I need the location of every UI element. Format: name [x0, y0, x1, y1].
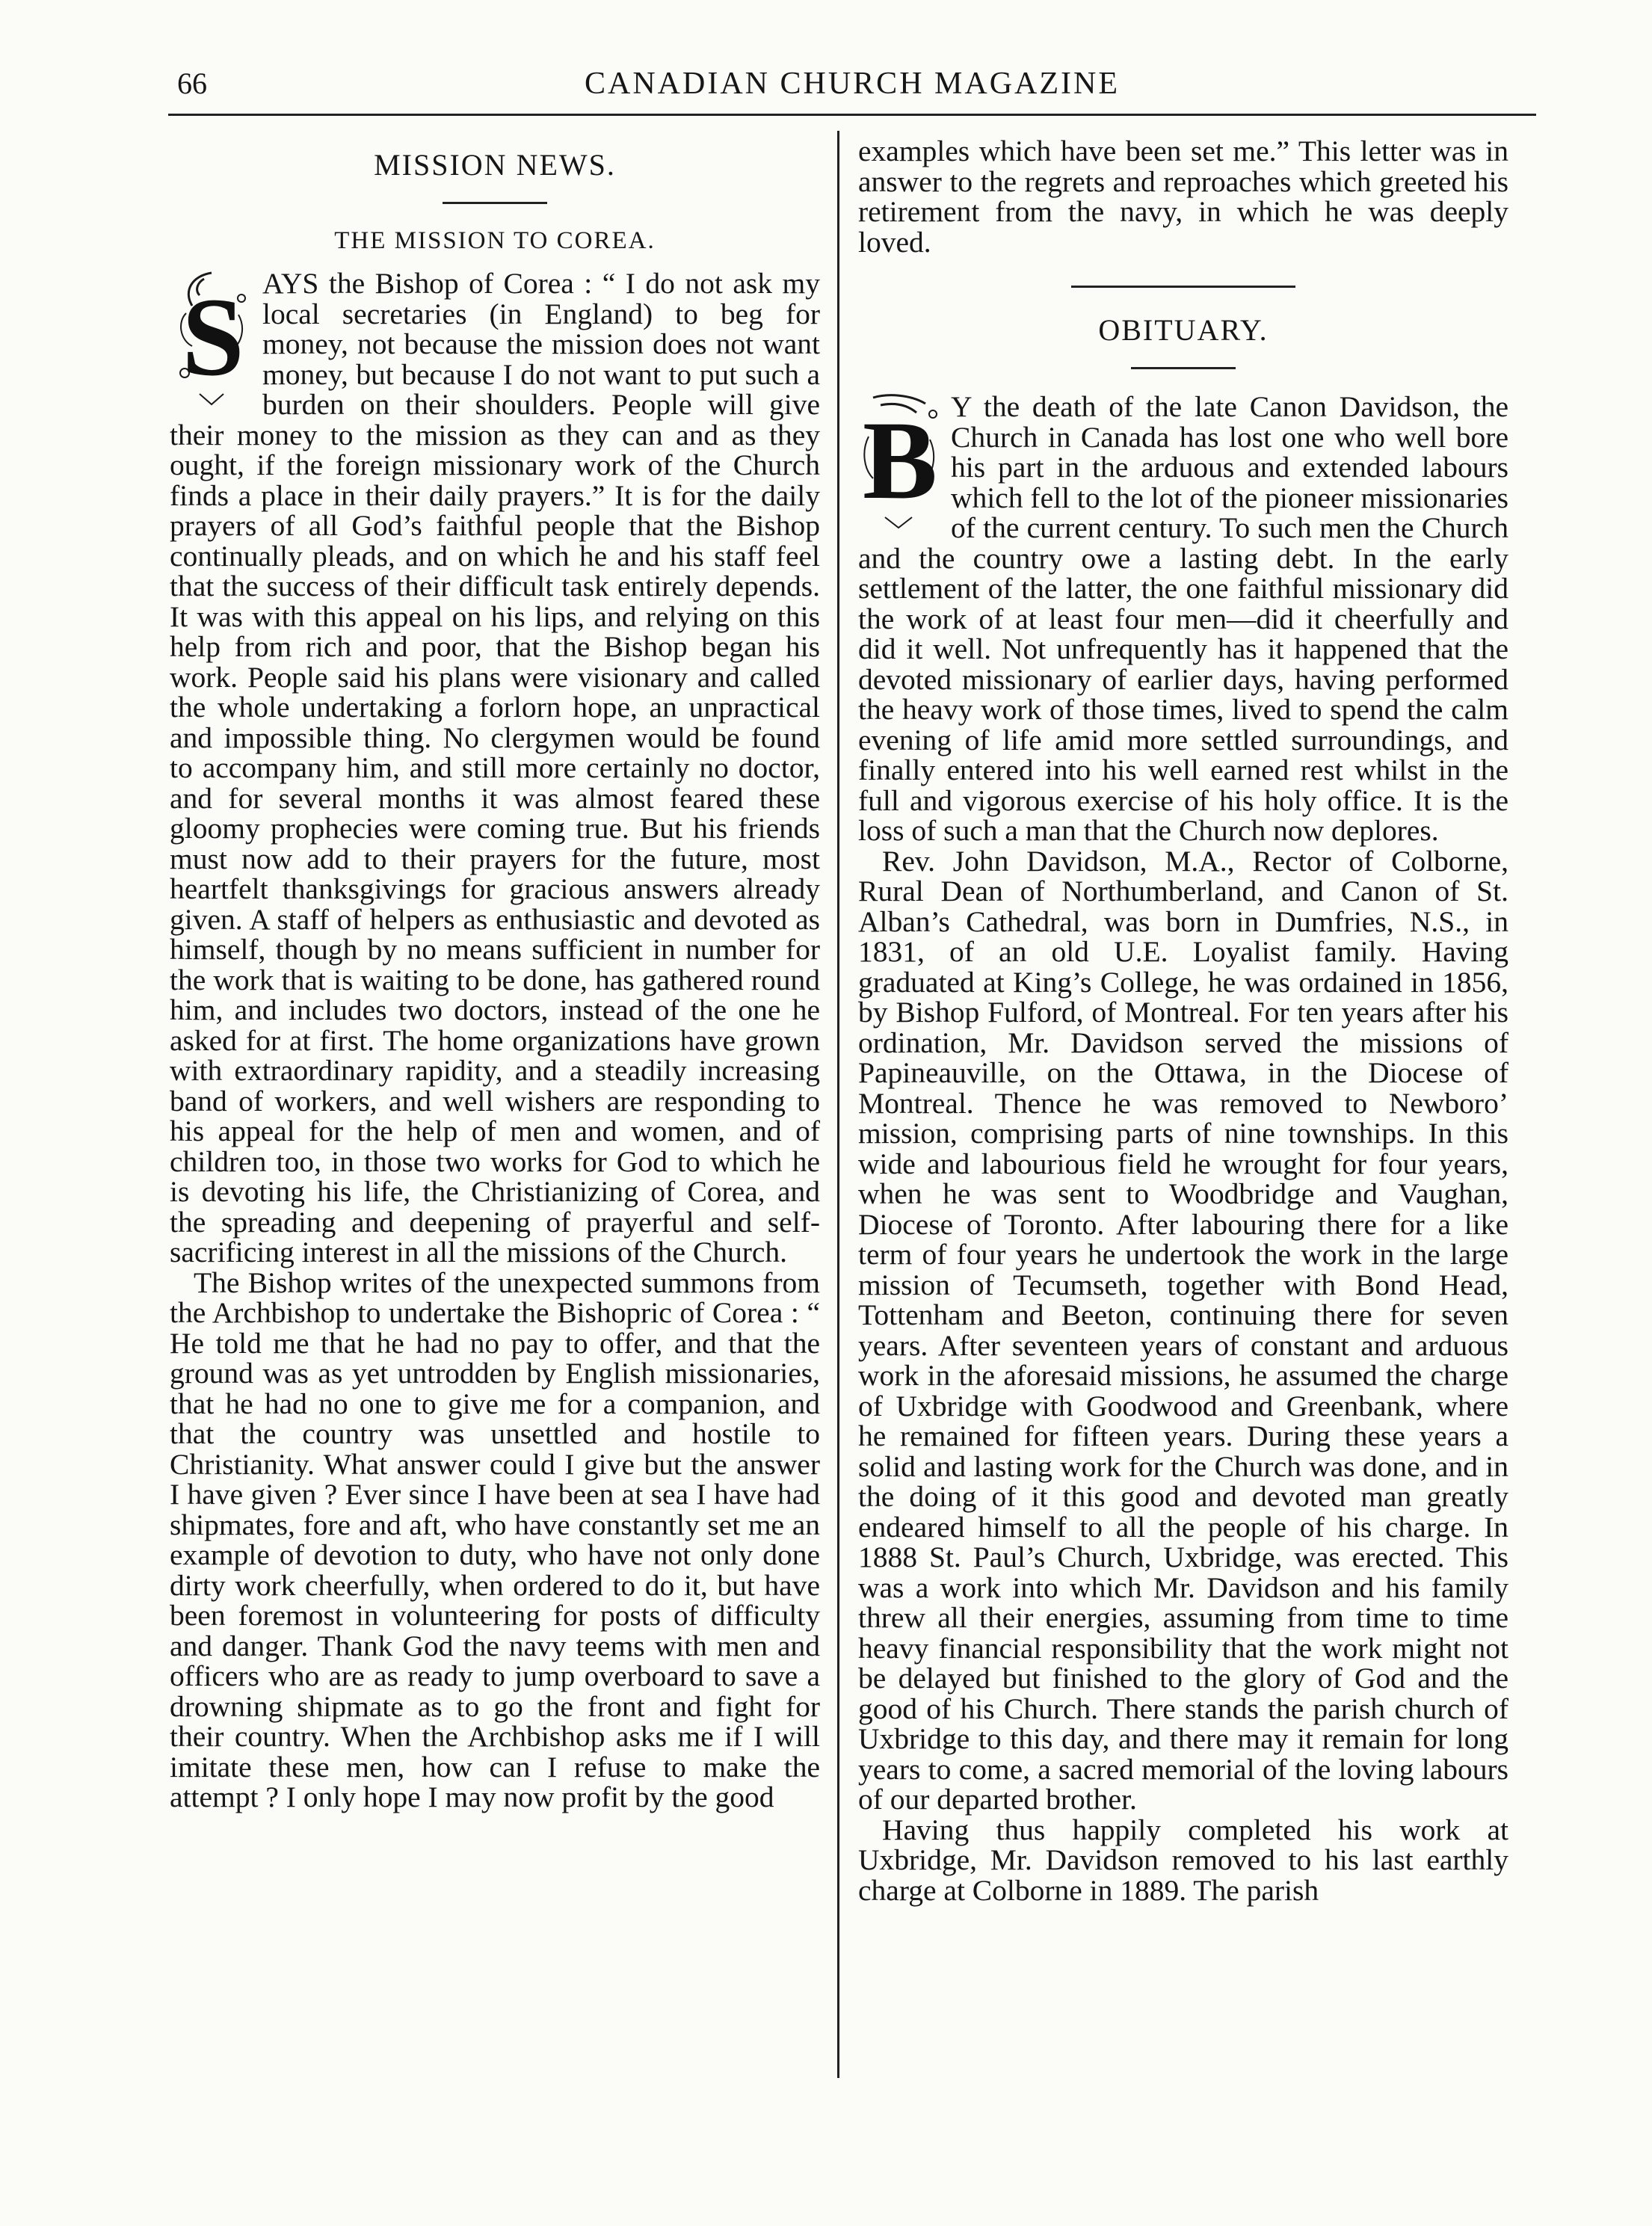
obituary-paragraph-3: Having thus happily completed his work at Uxbridge, Mr. Davidson removed to his last earthly charge at Colborne in 1889. The parish	[858, 1813, 1508, 1907]
section-rule	[1131, 367, 1236, 369]
section-rule	[443, 202, 547, 204]
mission-paragraph-2: The Bishop writes of the unexpected summons from the Archbishop to undertake the Bishopric of Corea : “ He told me that he had no pay to offer, and that the ground was as yet untrodden by English missionaries, that he had no one to give me for a companion, and that the country was unsettled and hostile to Christianity. What answer could I give but the answer I have given ? Ever since I have been at sea I have had shipmates, fore and aft, who have constantly set me an example of devotion to duty, who have not only done dirty work cheerfully, when ordered to do it, but have been foremost in volunteering for posts of difficulty and danger. Thank God the navy teems with men and officers who are as ready to jump overboard to save a drowning shipmate as to go the front and fight for their country. When the Archbishop asks me if I will imitate these men, how can I refuse to make the attempt ? I only hope I may now profit by the good	[170, 1265, 820, 1813]
svg-text:S: S	[182, 275, 244, 399]
obituary-paragraph-1: Y the death of the late Canon Davidson, the Church in Canada has lost one who well bore his part in the arduous and extended labours which fell to the lot of the pioneer missionaries of the current century. To such men the Church and the country owe a lasting debt. In the early settlement of the latter, the one faithful missionary did the work of at least four men—did it cheerfully and did it well. Not unfrequently has it happened that the devoted missionary of earlier days, having performed the heavy work of those times, lived to spend the calm evening of life amid more settled surroundings, and finally entered into his well earned rest whilst in the full and vigorous exercise of his holy office. It is the loss of such a man that the Church now deplores.	[858, 390, 1508, 847]
dropcap-s-icon	[170, 268, 253, 407]
svg-text:B: B	[862, 398, 938, 522]
article-title-mission-to-corea: THE MISSION TO COREA.	[334, 227, 656, 254]
ornamental-initial-s	[170, 268, 253, 407]
page-number: 66	[177, 67, 207, 100]
running-header	[168, 66, 1536, 112]
obituary-paragraph-2: Rev. John Davidson, M.A., Rector of Colborne, Rural Dean of Northumberland, and Canon of St. Alban’s Cathedral, was born in Dumfries, N.S., in 1831, of an old U.E. Loyalist family. Having graduated at King’s College, he was ordained in 1856, by Bishop Fulford, of Montreal. For ten years after his ordination, Mr. Davidson served the missions of Papineauville, on the Ottawa, in the Diocese of Montreal. Thence he was removed to Newboro’ mission, comprising parts of nine townships. In this wide and labourious field he wrought for four years, when he was sent to Woodbridge and Vaughan, Diocese of Toronto. After labouring there for a like term of four years he undertook the work in the large mission of Tecumseth, together with Bond Head, Tottenham and Beeton, continuing there for seven years. After seventeen years of constant and arduous work in the aforesaid missions, he assumed the charge of Uxbridge with Goodwood and Greenbank, where he remained for fifteen years. During these years a solid and lasting work for the Church was done, and in the doing of it this good and devoted man greatly endeared himself to all the people of his charge. In 1888 St. Paul’s Church, Uxbridge, was erected. This was a work into which Mr. Davidson and his family threw all their energies, assuming from time to time heavy financial responsibility that the work might not be delayed but finished to the glory of God and the good of his Church. There stands the parish church of Uxbridge to this day, and there may it remain for long years to come, a sacred memorial of the loving labours of our departed brother.	[858, 844, 1508, 1816]
section-title-obituary: OBITUARY.	[1098, 313, 1269, 347]
right-column	[858, 136, 1508, 1905]
article-separator-rule	[1071, 286, 1295, 288]
mission-continuation: examples which have been set me.” This letter was in answer to the regrets and reproaches which greeted his retirement from the navy, in which he was deeply loved.	[858, 135, 1508, 259]
section-title-mission-news: MISSION NEWS.	[374, 148, 616, 182]
magazine-title: CANADIAN CHURCH MAGAZINE	[585, 67, 1120, 101]
column-divider	[837, 131, 839, 2078]
dropcap-b-icon	[858, 392, 942, 531]
ornamental-initial-b	[858, 392, 942, 531]
mission-paragraph-1: AYS the Bishop of Corea : “ I do not ask my local secretaries (in England) to beg for money, not because the mission does not want money, but because I do not want to put such a burden on their shoulders. People will give their money to the mission as they can and as they ought, if the foreign missionary work of the Church finds a place in their daily prayers.” It is for the daily prayers of all God’s faithful people that the Bishop continually pleads, and on which he and his staff feel that the success of their difficult task entirely depends. It was with this appeal on his lips, and relying on this help from rich and poor, that the Bishop began his work. People said his plans were visionary and called the whole undertaking a forlorn hope, an unpractical and impossible thing. No clergymen would be found to accompany him, and still more certainly no doctor, and for several months it was almost feared these gloomy prophecies were coming true. But his friends must now add to their prayers for the future, most heartfelt thanksgivings for gracious answers already given. A staff of helpers as enthusiastic and devoted as himself, though by no means sufficient in number for the work that is waiting to be done, has gathered round him, and includes two doctors, instead of the one he asked for at first. The home organizations have grown with extraordinary rapidity, and a steadily increasing band of workers, and well wishers are responding to his appeal for the help of men and women, and of children too, in those two works for God to which he is devoting his life, the Christianizing of Corea, and the spreading and deepening of prayerful and self-sacrificing interest in all the missions of the Church.	[170, 267, 820, 1268]
header-rule	[168, 114, 1536, 116]
left-column	[170, 136, 820, 1813]
